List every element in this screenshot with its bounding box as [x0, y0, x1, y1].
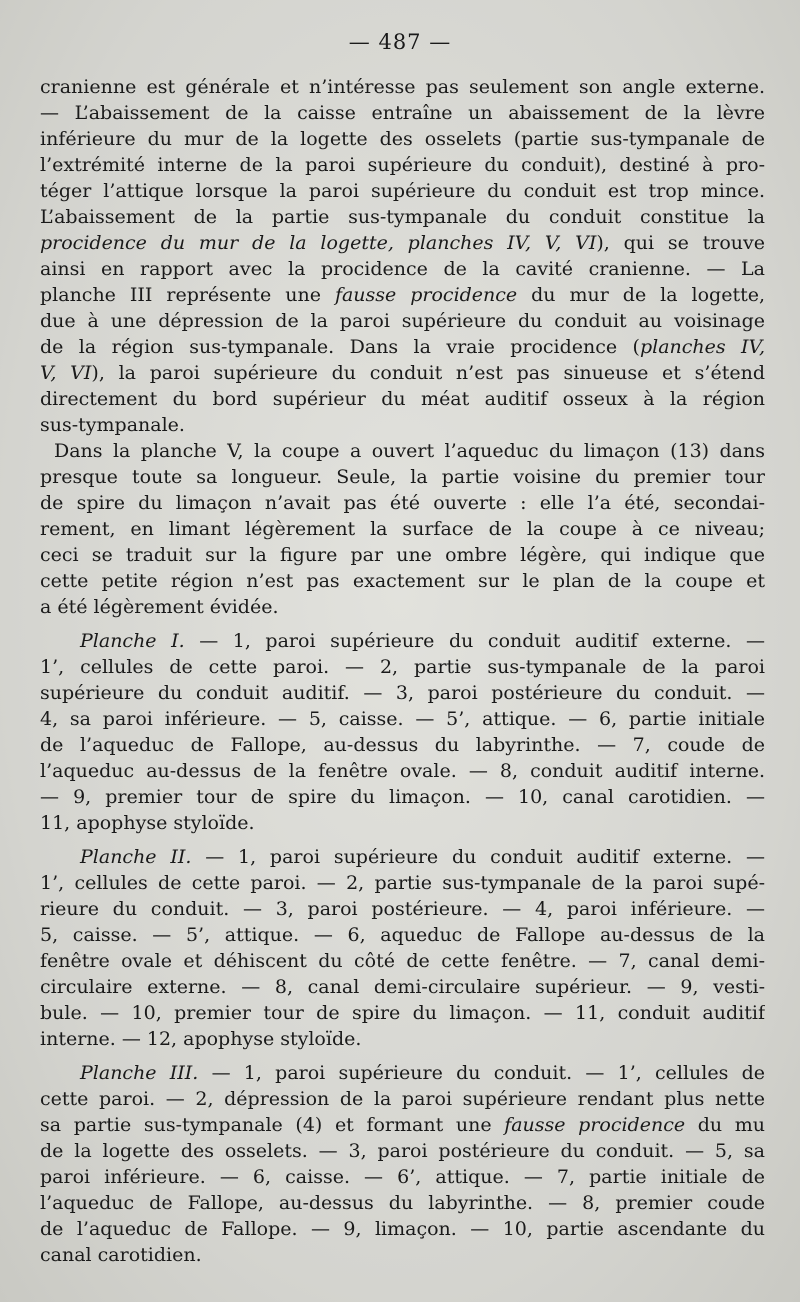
text-line: de l’aqueduc de Fallope. — 9, limaçon. — 10, partie ascendante du [40, 1218, 765, 1240]
text-line: 1’, cellules de cette paroi. — 2, partie sus-tympanale de la paroi [40, 656, 765, 678]
text-line: de spire du limaçon n’avait pas été ouverte : elle l’a été, secondai- [40, 492, 765, 514]
text-line: rement, en limant légèrement la surface de la coupe à ce niveau; [40, 518, 765, 540]
text-line: Dans la planche V, la coupe a ouvert l’aqueduc du limaçon (13) dans [54, 440, 765, 462]
text-line: de l’aqueduc de Fallope, au-dessus du labyrinthe. — 7, coude de [40, 734, 765, 756]
text-line: fenêtre ovale et déhiscent du côté de cette fenêtre. — 7, canal demi- [40, 950, 765, 972]
text-line: de la région sus-tympanale. Dans la vraie procidence (planches IV, [40, 336, 765, 358]
text-line: ceci se traduit sur la figure par une ombre légère, qui indique que [40, 544, 765, 566]
paragraph-gap [40, 1052, 765, 1060]
paragraph [40, 438, 765, 620]
text-line: ainsi en rapport avec la procidence de la cavité cranienne. — La [40, 258, 765, 280]
text-line: l’aqueduc au-dessus de la fenêtre ovale. — 8, conduit auditif interne. [40, 760, 765, 782]
text-line: 1’, cellules de cette paroi. — 2, partie sus-tympanale de la paroi supé- [40, 872, 765, 894]
paragraph-gap [40, 620, 765, 628]
text-line: planche III représente une fausse procidence du mur de la logette, [40, 284, 765, 306]
text-line: 5, caisse. — 5’, attique. — 6, aqueduc de Fallope au-dessus de la [40, 924, 765, 946]
text-line: procidence du mur de la logette, planches IV, V, VI), qui se trouve [40, 232, 765, 254]
text-line: cette petite région n’est pas exactement sur le plan de la coupe et [40, 570, 765, 592]
paragraph [40, 844, 765, 1052]
text-line: interne. — 12, apophyse styloïde. [40, 1028, 362, 1050]
text-line: supérieure du conduit auditif. — 3, paroi postérieure du conduit. — [40, 682, 765, 704]
paragraph-gap [40, 836, 765, 844]
text-line: Planche III. — 1, paroi supérieure du conduit. — 1’, cellules de [80, 1062, 765, 1084]
paragraph [40, 628, 765, 836]
text-line: l’aqueduc de Fallope, au-dessus du labyrinthe. — 8, premier coude [40, 1192, 765, 1214]
body-text [40, 74, 765, 1268]
text-line: téger l’attique lorsque la paroi supérieure du conduit est trop mince. [40, 180, 765, 202]
text-line: rieure du conduit. — 3, paroi postérieure. — 4, paroi inférieure. — [40, 898, 765, 920]
text-line: cette paroi. — 2, dépression de la paroi supérieure rendant plus nette [40, 1088, 765, 1110]
text-line: sus-tympanale. [40, 414, 185, 436]
text-line: — L’abaissement de la caisse entraîne un abaissement de la lèvre [40, 102, 765, 124]
text-line: a été légèrement évidée. [40, 596, 279, 618]
text-line: due à une dépression de la paroi supérieure du conduit au voisinage [40, 310, 765, 332]
text-line: bule. — 10, premier tour de spire du limaçon. — 11, conduit auditif [40, 1002, 765, 1024]
text-line: cranienne est générale et n’intéresse pas seulement son angle externe. [40, 76, 765, 98]
paragraph [40, 74, 765, 438]
text-line: 11, apophyse styloïde. [40, 812, 255, 834]
text-line: directement du bord supérieur du méat auditif osseux à la région [40, 388, 765, 410]
paragraph [40, 1060, 765, 1268]
text-line: circulaire externe. — 8, canal demi-circulaire supérieur. — 9, vesti- [40, 976, 765, 998]
text-line: 4, sa paroi inférieure. — 5, caisse. — 5’, attique. — 6, partie initiale [40, 708, 765, 730]
text-line: Planche I. — 1, paroi supérieure du conduit auditif externe. — [80, 630, 765, 652]
text-line: presque toute sa longueur. Seule, la partie voisine du premier tour [40, 466, 765, 488]
text-line: L’abaissement de la partie sus-tympanale du conduit constitue la [40, 206, 765, 228]
page-number: — 487 — [348, 30, 452, 54]
text-line: V, VI), la paroi supérieure du conduit n’est pas sinueuse et s’étend [40, 362, 765, 384]
text-line: Planche II. — 1, paroi supérieure du conduit auditif externe. — [80, 846, 765, 868]
text-line: — 9, premier tour de spire du limaçon. — 10, canal carotidien. — [40, 786, 765, 808]
text-line: paroi inférieure. — 6, caisse. — 6’, attique. — 7, partie initiale de [40, 1166, 765, 1188]
text-line: canal carotidien. [40, 1244, 202, 1266]
text-line: inférieure du mur de la logette des osselets (partie sus-tympanale de [40, 128, 765, 150]
text-line: sa partie sus-tympanale (4) et formant une fausse procidence du mu [40, 1114, 765, 1136]
text-line: de la logette des osselets. — 3, paroi postérieure du conduit. — 5, sa [40, 1140, 765, 1162]
text-line: l’extrémité interne de la paroi supérieure du conduit), destiné à pro- [40, 154, 765, 176]
